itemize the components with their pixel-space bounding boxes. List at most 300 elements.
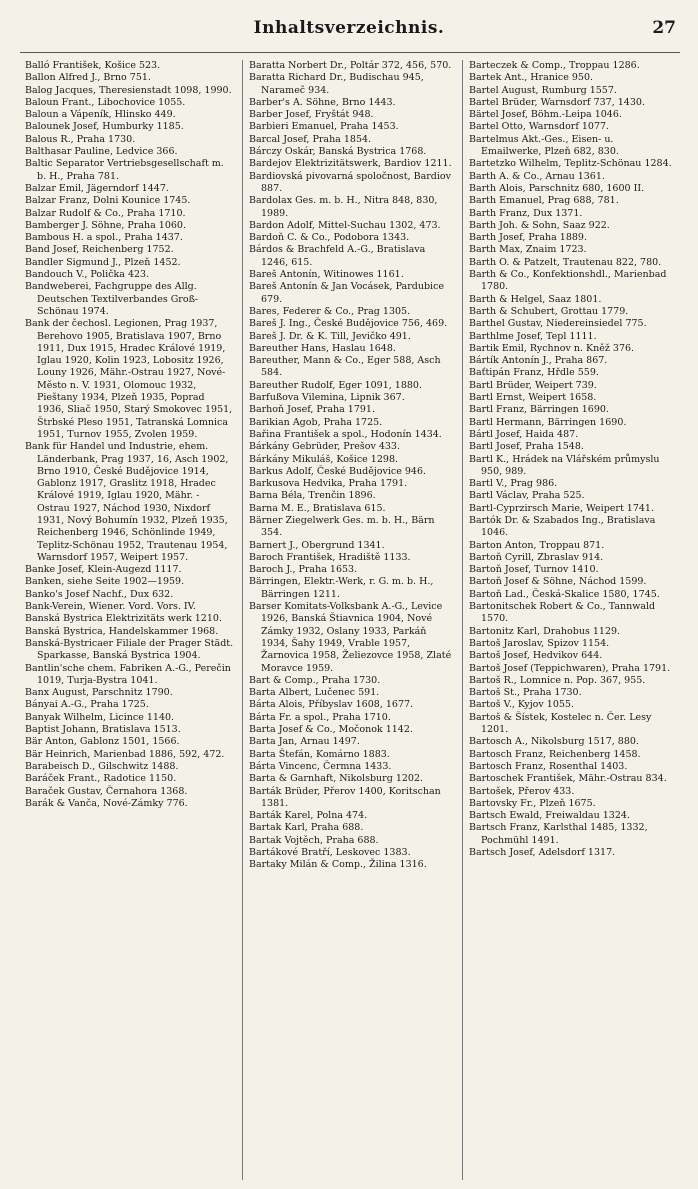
index-entry — [469, 736, 674, 748]
index-entry-text: Bartsch Josef, Adelsdorf 1317. — [469, 847, 616, 858]
index-entry-text: Bártík Antonín J., Praha 867. — [469, 355, 608, 367]
index-entry-text: Bárczy Oskár, Banská Bystrica 1768. — [249, 146, 427, 158]
index-entry-text: Bartel Brüder, Warnsdorf 737, 1430. — [469, 96, 645, 108]
index-entry — [25, 663, 234, 688]
index-entry — [469, 195, 674, 207]
index-entry-text: Bartoň Cyrill, Zbraslav 914. — [469, 551, 604, 563]
index-entry-text: Bártl Josef, Haida 487. — [469, 428, 579, 440]
index-entry — [25, 601, 234, 613]
index-entry-text: Barkus Adolf, České Budějovice 946. — [249, 465, 427, 477]
index-entry-text: Bamberger J. Söhne, Praha 1060. — [25, 219, 186, 231]
index-entry-text: Bartek Ant., Hranice 950. — [469, 72, 594, 84]
index-entry-text: Bareš Antonín, Witinowes 1161. — [249, 269, 404, 281]
index-entry-text: Barna Béla, Trenčin 1896. — [249, 490, 376, 502]
index-entry — [25, 761, 234, 773]
index-entry — [25, 232, 234, 244]
index-entry-text: Barth Alois, Parschnitz 680, 1600 II. — [469, 182, 645, 194]
index-entry — [249, 134, 454, 146]
index-entry — [249, 441, 454, 453]
index-entry — [249, 810, 454, 822]
index-entry-text: Banská Bystrica Elektrizitäts werk 1210. — [25, 613, 222, 625]
index-entry-text: Bär Anton, Gablonz 1501, 1566. — [25, 736, 180, 748]
index-entry-text: Bartsch Ewald, Freiwaldau 1324. — [469, 810, 630, 822]
index-entry-text: Barth & Helgel, Saaz 1801. — [469, 293, 602, 305]
index-entry — [469, 269, 674, 294]
index-entry — [25, 724, 234, 736]
index-entry — [249, 478, 454, 490]
index-entry-text: Balounek Josef, Humburky 1185. — [25, 121, 184, 133]
index-entry-text: Barbieri Emanuel, Praha 1453. — [249, 121, 399, 133]
index-entry-text: Banko's Josef Nachf., Dux 632. — [25, 588, 174, 600]
index-entry — [469, 392, 674, 404]
index-entry — [469, 208, 674, 220]
index-entry-text: Barth Josef, Praha 1889. — [469, 232, 587, 244]
index-entry-text: Bartoš Jaroslav, Spizov 1154. — [469, 637, 610, 649]
index-entry — [469, 699, 674, 711]
index-entry — [25, 798, 234, 810]
index-entry — [249, 675, 454, 687]
index-entry-text: Bartosch Franz, Rosenthal 1403. — [469, 760, 628, 772]
index-entry — [249, 699, 454, 711]
index-entry-text: Barabeisch D., Gilschwitz 1488. — [25, 760, 179, 772]
index-entry-text: Bárdos & Brachfeld A.-G., Bratislava 1246, 615. — [249, 244, 426, 268]
index-entry-text: Barth A. & Co., Arnau 1361. — [469, 170, 605, 182]
index-entry — [469, 404, 674, 416]
index-entry — [25, 687, 234, 699]
index-entry-text: Bányai A.-G., Praha 1725. — [25, 699, 149, 711]
index-entry — [469, 798, 674, 810]
index-entry-text: Bareš Antonín & Jan Vocásek, Pardubice 679. — [249, 281, 445, 305]
index-entry — [469, 761, 674, 773]
index-entry — [249, 835, 454, 847]
index-entry — [249, 761, 454, 773]
index-entry-text: Bartoš Josef, Hedvikov 644. — [469, 650, 603, 662]
index-entry — [469, 220, 674, 232]
index-entry-text: Bambous H. a spol., Praha 1437. — [25, 232, 183, 244]
index-entry — [469, 355, 674, 367]
index-entry — [249, 97, 454, 109]
index-entry — [469, 650, 674, 662]
index-entry — [469, 257, 674, 269]
index-entry-text: Bartoš St., Praha 1730. — [469, 687, 582, 699]
index-entry-text: Balzar Emil, Jägerndorf 1447. — [25, 182, 169, 194]
index-entry — [469, 244, 674, 256]
index-entry — [469, 712, 674, 737]
index-entry-text: Bartaky Milán & Comp., Žilina 1316. — [249, 859, 427, 871]
index-entry — [249, 343, 454, 355]
index-entry-text: Barber's A. Söhne, Brno 1443. — [249, 96, 396, 108]
index-entry-text: Bank-Verein, Wiener. Vord. Vors. IV. — [25, 601, 196, 613]
index-entry — [249, 773, 454, 785]
index-entry — [469, 490, 674, 502]
index-entry — [469, 85, 674, 97]
index-entry-text: Bärner Ziegelwerk Ges. m. b. H., Bärn 354. — [249, 514, 435, 539]
index-entry — [249, 380, 454, 392]
index-entry-text: Bandler Sigmund J., Plzeň 1452. — [25, 256, 181, 268]
index-entry — [469, 294, 674, 306]
index-entry-text: Baroch František, Hradiště 1133. — [249, 551, 411, 563]
index-entry-text: Bartoš & Šístek, Kostelec n. Čer. Lesy 1201. — [469, 711, 652, 736]
index-entry — [469, 663, 674, 675]
index-entry-text: Barth Emanuel, Prag 688, 781. — [469, 195, 619, 207]
index-entry — [25, 626, 234, 638]
index-entry-text: Balthasar Pauline, Ledvice 366. — [25, 146, 178, 158]
index-entry — [249, 72, 454, 97]
index-entry — [249, 786, 454, 811]
index-entry — [469, 232, 674, 244]
index-entry-text: Balló František, Košice 523. — [25, 60, 161, 71]
index-entry-text: Bank der čechosl. Legionen, Prag 1937, Berehovo 1905, Bratislava 1907, Brno 1911, Dux 1915, Hradec Králové 1919, Iglau 1920, Kolin 1923, Lobositz 1926, Louny 1926, Mähr.-Ostrau 1927, Nové-Město n. V. 1931, Olomouc 1932, Pieštany 1934, Plzeň 1935, Poprad 1936, Sliač 1950, Starý Smokovec 1951, Štrbské Pleso 1951, Tatranská Lomnica 1951, Turnov 1955, Zvolen 1959. — [25, 318, 233, 440]
index-entry — [469, 429, 674, 441]
index-entry-text: Balzar Rudolf & Co., Praha 1710. — [25, 207, 186, 219]
index-entry-text: Bareš J. Dr. & K. Till, Jevičko 491. — [249, 330, 411, 342]
index-entry-text: Barser Komitats-Volksbank A.-G., Levice 1926, Banská Štiavnica 1904, Nové Zámky 1932, Oslany 1933, Parkáň 1934, Šahy 1949, Vrable 1957, Žarnovica 1958, Želiezovce 1958, Zlaté Moravce 1959. — [249, 601, 452, 674]
index-entry-text: Bartl Hermann, Bärringen 1690. — [469, 416, 627, 428]
index-entry — [249, 392, 454, 404]
index-entry — [25, 97, 234, 109]
index-entry — [469, 638, 674, 650]
index-entry-text: Bärringen, Elektr.-Werk, r. G. m. b. H., Bärringen 1211. — [249, 576, 434, 600]
index-entry-text: Bardon Adolf, Mittel-Suchau 1302, 473. — [249, 219, 441, 231]
index-entry-text: Bardiovská pivovarná spoločnost, Bardiov 887. — [249, 170, 452, 194]
index-entry — [249, 171, 454, 196]
index-entry — [469, 343, 674, 355]
index-entry — [249, 466, 454, 478]
index-entry — [469, 318, 674, 330]
index-entry-text: Bartetzko Wilhelm, Teplitz-Schönau 1284. — [469, 158, 672, 170]
index-entry-text: Bandweberei, Fachgruppe des Allg. Deutschen Textilverbandes Groß-Schönau 1974. — [25, 281, 199, 317]
index-entry — [469, 822, 674, 847]
index-entry — [469, 847, 674, 859]
index-entry — [469, 564, 674, 576]
index-entry — [25, 638, 234, 663]
index-entry-text: Bárkány Gebrüder, Prešov 433. — [249, 441, 400, 453]
index-entry-text: Baťtipán Franz, Hřdle 559. — [469, 367, 599, 379]
index-entry-text: Bárta Vincenc, Čermna 1433. — [249, 760, 392, 772]
index-entry — [25, 564, 234, 576]
index-entry-text: Banská Bystrica, Handelskammer 1968. — [25, 625, 219, 637]
index-entry-text: Bartoš Josef (Teppichwaren), Praha 1791. — [469, 662, 671, 674]
index-entry — [25, 318, 234, 441]
index-entry-text: Barta Jan, Arnau 1497. — [249, 736, 360, 748]
index-entry — [25, 72, 234, 84]
index-entry-text: Bartonitschek Robert & Co., Tannwald 1570. — [469, 601, 656, 625]
index-entry-text: Barthel Gustav, Niedereinsiedel 775. — [469, 318, 647, 330]
index-entry — [469, 441, 674, 453]
index-entry — [25, 158, 234, 183]
index-entry — [249, 318, 454, 330]
index-entry — [469, 552, 674, 564]
index-entry — [249, 724, 454, 736]
index-entry — [249, 306, 454, 318]
index-entry-text: Bartik Emil, Rychnov n. Kněž 376. — [469, 342, 635, 354]
index-entry — [249, 749, 454, 761]
index-entry — [469, 626, 674, 638]
index-entry — [249, 158, 454, 170]
index-entry-text: Barth O. & Patzelt, Trautenau 822, 780. — [469, 256, 662, 268]
index-entry — [249, 195, 454, 220]
index-entry-text: Barth & Co., Konfektionshdl., Marienbad 1780. — [469, 269, 667, 293]
index-entry — [469, 786, 674, 798]
index-entry-text: Bartosch Franz, Reichenberg 1458. — [469, 748, 641, 760]
index-entry — [469, 121, 674, 133]
index-entry-text: Bärtel Josef, Böhm.-Leipa 1046. — [469, 109, 622, 121]
index-entry — [249, 417, 454, 429]
index-entry — [249, 490, 454, 502]
index-entry — [25, 712, 234, 724]
index-entry-text: Baloun a Vápeník, Hlinsko 449. — [25, 109, 176, 121]
index-entry — [469, 749, 674, 761]
index-entry-text: Barnert J., Obergrund 1341. — [249, 539, 385, 551]
index-entry-text: Bartel August, Rumburg 1557. — [469, 84, 617, 96]
index-entry-text: Bareuther Rudolf, Eger 1091, 1880. — [249, 379, 422, 391]
index-entry — [469, 810, 674, 822]
index-entry — [469, 576, 674, 588]
index-entry — [25, 269, 234, 281]
index-entry — [25, 195, 234, 207]
page-header — [0, 8, 698, 48]
index-entry — [25, 208, 234, 220]
index-entry-text: Bär Heinrich, Marienbad 1886, 592, 472. — [25, 748, 225, 760]
index-entry-text: Barna M. E., Bratislava 615. — [249, 502, 386, 514]
index-entry-text: Bartl K., Hrádek na Vlářském průmyslu 950, 989. — [469, 453, 660, 477]
index-entry-text: Barták Karel, Polna 474. — [249, 810, 368, 822]
index-entry-text: Bartoš V., Kyjov 1055. — [469, 699, 574, 711]
index-entry-text: Barton Anton, Troppau 871. — [469, 539, 605, 551]
index-entry — [469, 478, 674, 490]
index-entry-text: Barth Joh. & Sohn, Saaz 922. — [469, 219, 610, 231]
index-entry-text: Baratta Norbert Dr., Poltár 372, 456, 570. — [249, 60, 452, 71]
index-entry — [249, 454, 454, 466]
index-entry — [25, 109, 234, 121]
index-entry-text: Bárta Alois, Příbyslav 1608, 1677. — [249, 699, 414, 711]
index-entry-text: Band Josef, Reichenberg 1752. — [25, 244, 174, 256]
index-entry — [469, 171, 674, 183]
index-entry-text: Bareuther Hans, Haslau 1648. — [249, 342, 396, 354]
index-entry — [249, 515, 454, 540]
index-column-3 — [462, 60, 677, 1180]
index-entry — [469, 158, 674, 170]
index-entry-text: Barta Josef & Co., Močonok 1142. — [249, 724, 413, 736]
index-entry-text: Bartoš R., Lomnice n. Pop. 367, 955. — [469, 674, 646, 686]
index-entry — [25, 441, 234, 564]
index-entry — [249, 552, 454, 564]
index-entry-text: Bartoň Lad., Česká-Skalice 1580, 1745. — [469, 588, 660, 600]
index-entry — [469, 367, 674, 379]
index-entry — [469, 540, 674, 552]
index-entry — [25, 121, 234, 133]
index-entry-text: Bartl V., Prag 986. — [469, 478, 558, 490]
index-entry-text: Baratta Richard Dr., Budischau 945, Narameč 934. — [249, 72, 424, 96]
index-entry — [249, 429, 454, 441]
index-entry — [469, 601, 674, 626]
index-entry-text: Bartak Vojtěch, Praha 688. — [249, 834, 379, 846]
index-entry-text: Bartoň Josef & Söhne, Náchod 1599. — [469, 576, 647, 588]
index-entry-text: Bareuther, Mann & Co., Eger 588, Asch 584. — [249, 355, 441, 379]
index-entry-text: Barth & Schubert, Grottau 1779. — [469, 305, 629, 317]
index-entry — [469, 454, 674, 479]
index-entry-text: Barkusova Hedvika, Praha 1791. — [249, 478, 408, 490]
index-entry-text: Bartl-Cyprzirsch Marie, Weipert 1741. — [469, 502, 654, 514]
index-entry-text: Barteczek & Comp., Troppau 1286. — [469, 60, 640, 71]
index-entry-text: Baltic Separator Vertriebsgesellschaft m. b. H., Praha 781. — [25, 158, 224, 182]
index-entry — [249, 503, 454, 515]
index-entry-text: Bartók Dr. & Szabados Ing., Bratislava 1046. — [469, 514, 656, 539]
index-entry — [25, 257, 234, 269]
index-entry — [25, 146, 234, 158]
index-entry — [469, 97, 674, 109]
index-entry — [469, 773, 674, 785]
index-entry — [469, 503, 674, 515]
index-entry-text: Bantlin'sche chem. Fabriken A.-G., Perečin 1019, Turja-Bystra 1041. — [25, 662, 231, 686]
index-entry — [469, 687, 674, 699]
index-entry — [469, 331, 674, 343]
index-entry-text: Bardolax Ges. m. b. H., Nitra 848, 830, 1989. — [249, 195, 438, 219]
index-entry — [25, 749, 234, 761]
index-entry-text: Baptist Johann, Bratislava 1513. — [25, 724, 181, 736]
index-entry-text: Bartl Ernst, Weipert 1658. — [469, 392, 597, 404]
index-entry-text: Barber Josef, Fryštát 948. — [249, 109, 374, 121]
index-entry-text: Banská-Bystricaer Filiale der Prager Städt. Sparkasse, Banská Bystrica 1904. — [25, 637, 234, 662]
index-entry-text: Banken, siehe Seite 1902—1959. — [25, 576, 185, 588]
index-entry — [249, 220, 454, 232]
index-entry — [249, 576, 454, 601]
index-entry — [25, 589, 234, 601]
index-entry-text: Barák & Vanča, Nové-Zámky 776. — [25, 797, 188, 809]
index-entry — [249, 736, 454, 748]
index-entry — [25, 773, 234, 785]
index-entry-text: Bárta Fr. a spol., Praha 1710. — [249, 711, 391, 723]
index-entry-text: Bartak Karl, Praha 688. — [249, 822, 364, 834]
index-entry — [249, 712, 454, 724]
index-entry — [249, 601, 454, 675]
index-column-1 — [22, 60, 237, 1180]
index-entry-text: Balzar Franz, Dolni Kounice 1745. — [25, 195, 191, 207]
index-entry — [469, 515, 674, 540]
index-entry — [249, 232, 454, 244]
index-entry-text: Barta Štefán, Komárno 1883. — [249, 748, 390, 760]
index-entry — [249, 281, 454, 306]
index-entry-text: Baloun Frant., Libochovice 1055. — [25, 96, 186, 108]
index-entry — [249, 540, 454, 552]
index-entry — [25, 736, 234, 748]
index-entry-text: Bartl Brüder, Weipert 739. — [469, 379, 597, 391]
index-entry-text: Bareš J. Ing., České Budějovice 756, 469. — [249, 318, 448, 330]
index-entry-text: Barfußova Vilemina, Lipnik 367. — [249, 392, 405, 404]
index-entry — [469, 417, 674, 429]
index-entry — [469, 72, 674, 84]
index-entry-text: Bares, Federer & Co., Prag 1305. — [249, 305, 411, 317]
index-entry-text: Bardoň C. & Co., Podobora 1343. — [249, 232, 410, 244]
index-entry-text: Bárkány Mikuláš, Košice 1298. — [249, 453, 399, 465]
index-entry-text: Bartel Otto, Warnsdorf 1077. — [469, 121, 610, 133]
index-entry — [249, 60, 454, 72]
index-entry — [469, 60, 674, 72]
index-entry-text: Bank für Handel und Industrie, ehem. Länderbank, Prag 1937, 16, Asch 1902, Brno 1910, České Budějovice 1914, Gablonz 1917, Graslitz 1918, Hradec Králové 1919, Iglau 1920, Mähr. - Ostrau 1927, Náchod 1930, Nixdorf 1931, Nový Bohumín 1932, Plzeň 1935, Reichenberg 1946, Schönlinde 1949, Teplitz-Schönau 1952, Trautenau 1954, Warnsdorf 1957, Weipert 1957. — [25, 441, 229, 563]
index-entry-text: Balous R., Praha 1730. — [25, 133, 136, 145]
index-entry-text: Banyak Wilhelm, Licince 1140. — [25, 711, 175, 723]
index-entry-text: Bartsch Franz, Karlsthal 1485, 1332, Pochmühl 1491. — [469, 822, 648, 846]
index-entry-text: Bardejov Elektrizitätswerk, Bardiov 1211. — [249, 158, 452, 170]
index-entry-text: Bartovsky Fr., Plzeň 1675. — [469, 797, 596, 809]
index-entry-text: Bartl Josef, Praha 1548. — [469, 441, 584, 453]
index-entry-text: Bařina František a spol., Hodonín 1434. — [249, 428, 442, 440]
index-entry — [469, 306, 674, 318]
index-entry-text: Bandouch V., Polička 423. — [25, 269, 150, 281]
index-entry — [249, 331, 454, 343]
index-entry — [25, 60, 234, 72]
index-columns — [22, 60, 678, 1180]
page-number: 27 — [652, 18, 676, 38]
index-entry — [25, 244, 234, 256]
index-entry-text: Bartelmus Akt.-Ges., Eisen- u. Emailwerke, Plzeň 682, 830. — [469, 133, 619, 158]
index-entry — [469, 109, 674, 121]
index-entry — [469, 589, 674, 601]
index-entry — [249, 847, 454, 859]
index-entry-text: Bartoň Josef, Turnov 1410. — [469, 564, 599, 576]
index-entry-text: Barta Albert, Lučenec 591. — [249, 687, 380, 699]
index-entry — [25, 786, 234, 798]
header-rule — [20, 52, 680, 53]
index-entry — [249, 859, 454, 871]
index-entry-text: Barták Brüder, Přerov 1400, Koritschan 1381. — [249, 785, 441, 809]
index-column-2 — [242, 60, 457, 1180]
index-entry-text: Barhoň Josef, Praha 1791. — [249, 404, 376, 416]
index-entry — [25, 134, 234, 146]
index-entry — [249, 564, 454, 576]
index-entry — [25, 699, 234, 711]
index-entry — [249, 121, 454, 133]
index-entry-text: Bartákové Bratří, Leskovec 1383. — [249, 847, 411, 858]
index-entry-text: Ballon Alfred J., Brno 751. — [25, 72, 151, 84]
index-entry — [249, 822, 454, 834]
index-entry-text: Bartošek, Přerov 433. — [469, 785, 575, 797]
index-entry — [25, 85, 234, 97]
index-entry — [469, 183, 674, 195]
index-entry-text: Bartl Franz, Bärringen 1690. — [469, 404, 609, 416]
page-title: Inhaltsverzeichnis. — [253, 18, 445, 38]
index-entry — [469, 134, 674, 159]
index-entry-text: Barth Franz, Dux 1371. — [469, 207, 583, 219]
index-entry — [249, 355, 454, 380]
index-entry-text: Bartonitz Karl, Drahobus 1129. — [469, 625, 621, 637]
index-entry — [249, 146, 454, 158]
index-entry — [25, 613, 234, 625]
index-entry — [25, 281, 234, 318]
index-entry-text: Banke Josef, Klein-Augezd 1117. — [25, 564, 182, 576]
index-entry — [249, 244, 454, 269]
index-entry-text: Barikian Agob, Praha 1725. — [249, 416, 383, 428]
index-entry — [469, 675, 674, 687]
index-entry-text: Banx August, Parschnitz 1790. — [25, 687, 173, 699]
index-entry-text: Barthlme Josef, Tepl 1111. — [469, 330, 597, 342]
index-entry — [249, 687, 454, 699]
index-entry-text: Baráček Frant., Radotice 1150. — [25, 773, 177, 785]
index-entry — [25, 576, 234, 588]
index-entry-text: Bartl Václav, Praha 525. — [469, 490, 585, 502]
index-entry — [249, 404, 454, 416]
index-entry — [25, 183, 234, 195]
index-entry-text: Bart & Comp., Praha 1730. — [249, 674, 381, 686]
index-entry-text: Barth Max, Znaim 1723. — [469, 244, 587, 256]
index-entry-text: Baraček Gustav, Černahora 1368. — [25, 785, 188, 797]
index-entry — [25, 220, 234, 232]
index-entry-text: Balog Jacques, Theresienstadt 1098, 1990. — [25, 84, 232, 96]
index-entry — [469, 380, 674, 392]
index-entry-text: Bartosch A., Nikolsburg 1517, 880. — [469, 736, 639, 748]
index-entry — [249, 109, 454, 121]
index-entry-text: Bartoschek František, Mähr.-Ostrau 834. — [469, 773, 667, 785]
